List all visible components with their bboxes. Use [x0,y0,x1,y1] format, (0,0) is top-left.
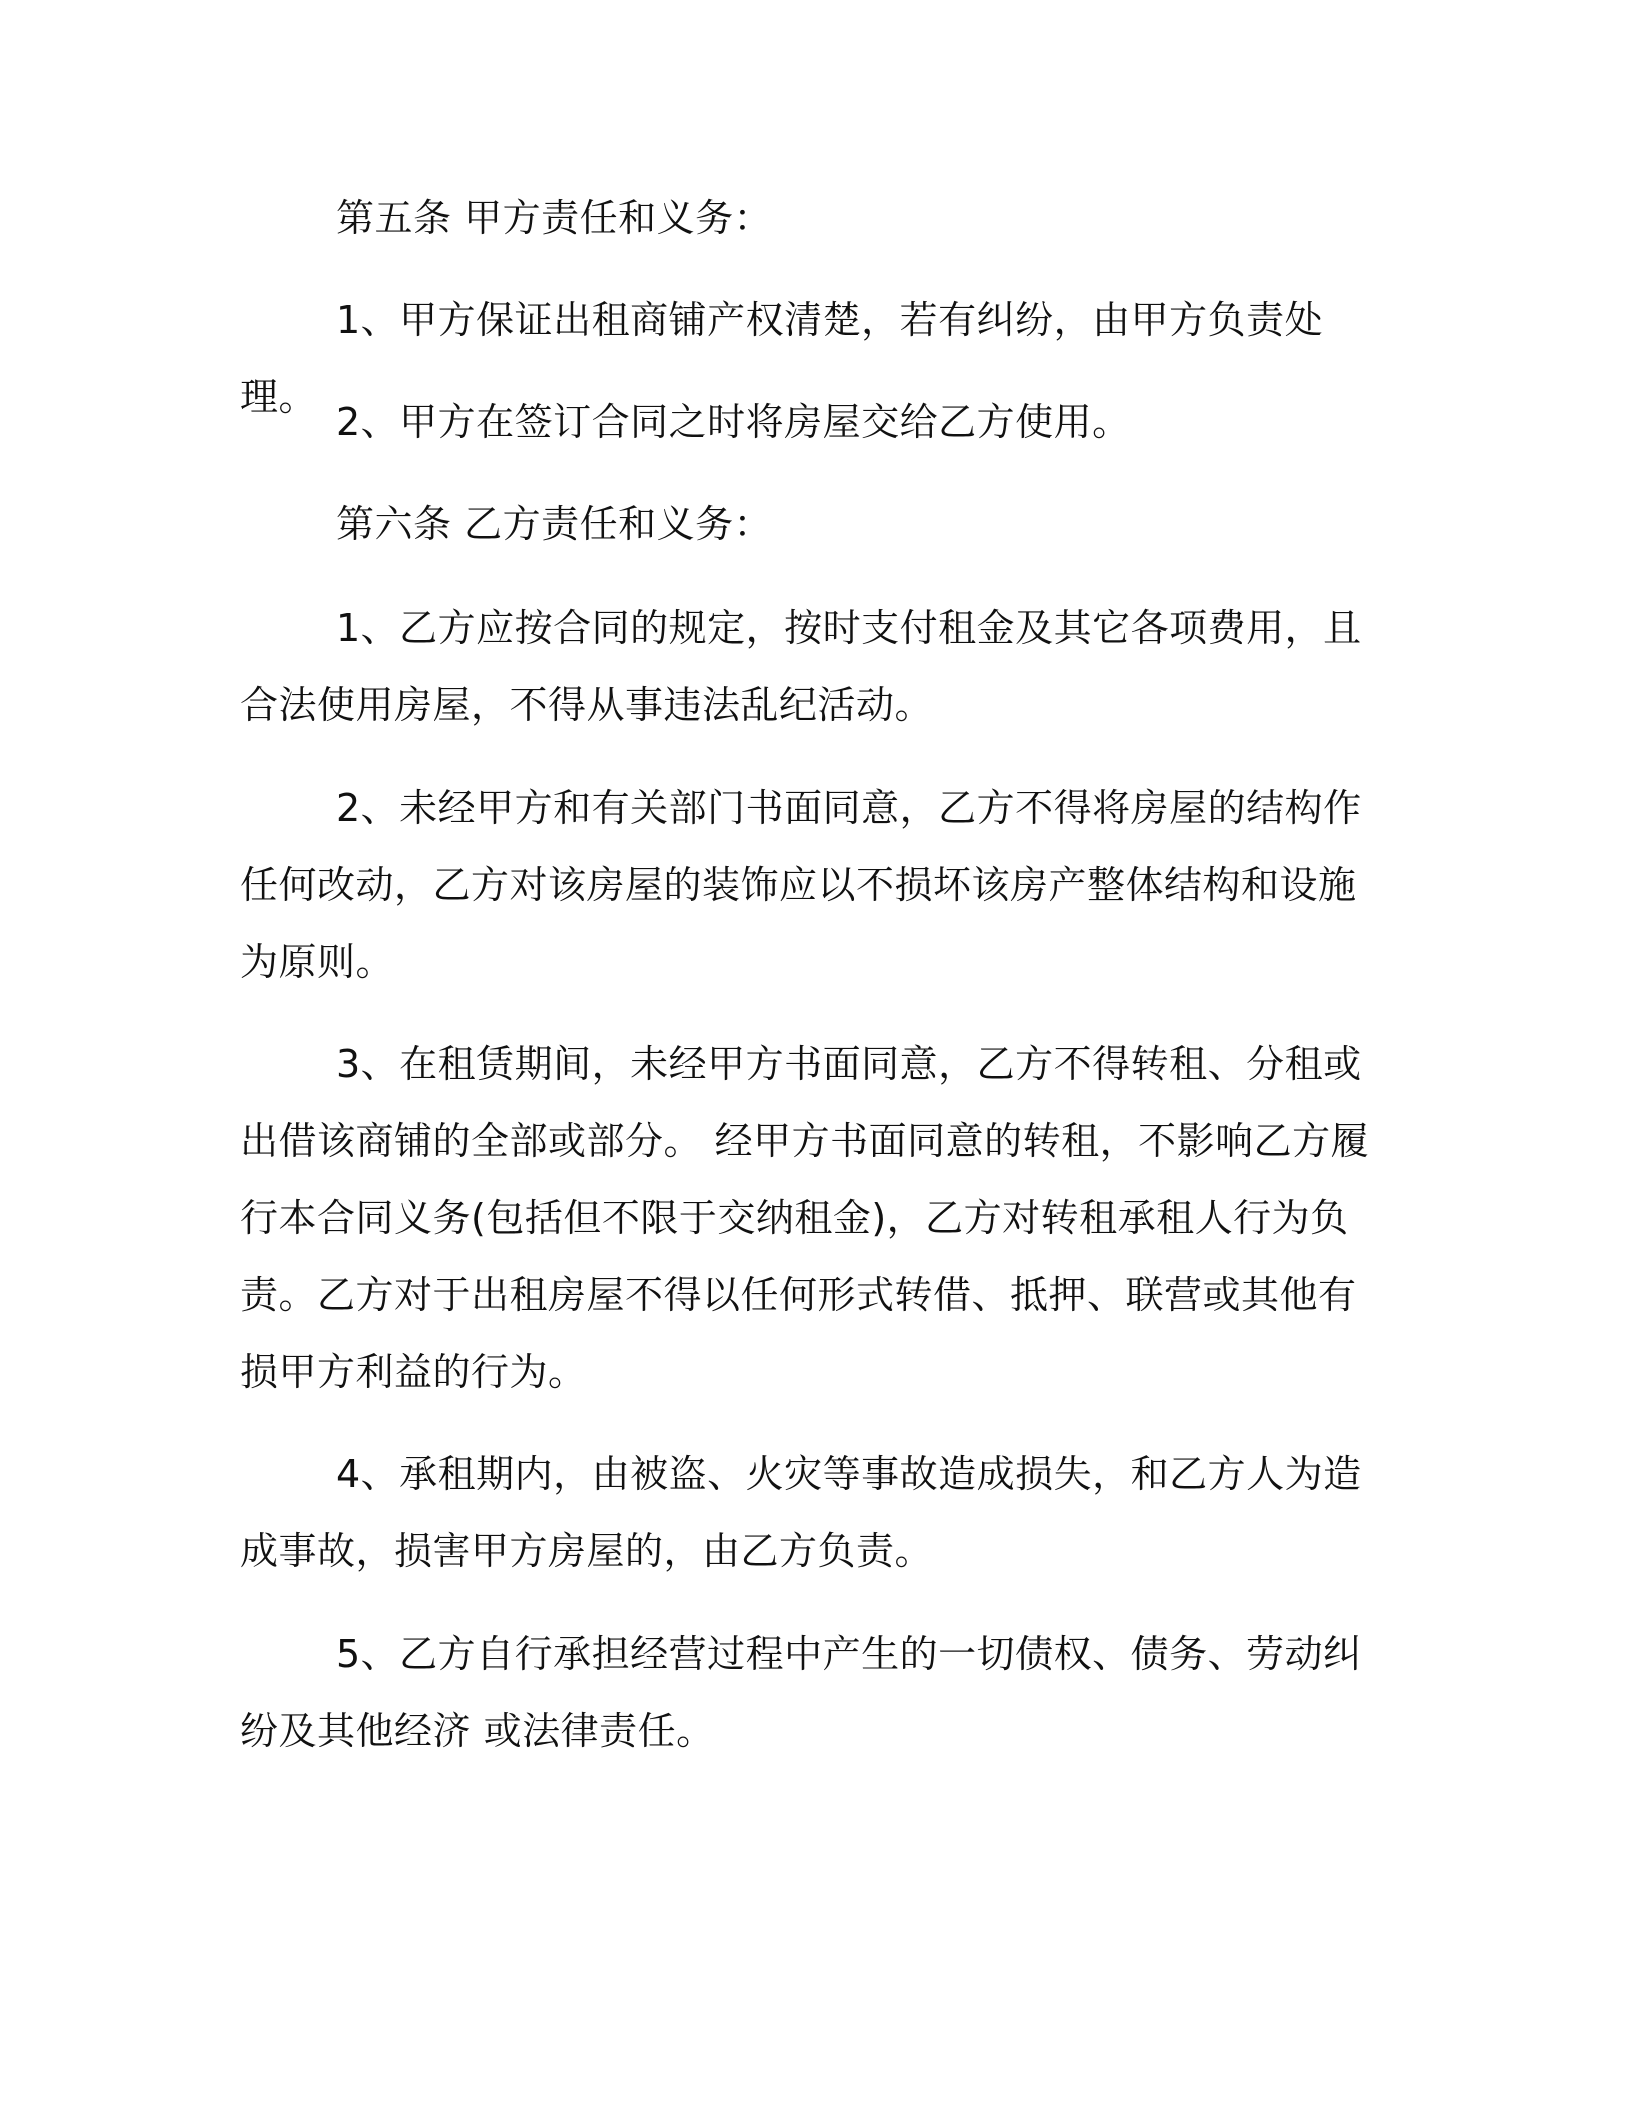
article-6-clause-2: 2、未经甲方和有关部门书面同意，乙方不得将房屋的结构作任何改动，乙方对该房屋的装饰应以不损坏该房产整体结构和设施为原则。 [240,786,1362,984]
article-5-heading: 第五条 甲方责任和义务： [336,196,773,240]
article-5-clause-2: 2、甲方在签订合同之时将房屋交给乙方使用。 [336,400,1131,444]
article-6-heading: 第六条 乙方责任和义务： [336,502,773,546]
article-6-clause-4: 4、承租期内，由被盗、火灾等事故造成损失，和乙方人为造成事故，损害甲方房屋的，由乙方负责。 [240,1452,1362,1573]
article-6-clause-1: 1、乙方应按合同的规定，按时支付租金及其它各项费用，且合法使用房屋，不得从事违法乱纪活动。 [240,606,1362,727]
article-6-clause-3: 3、在租赁期间，未经甲方书面同意，乙方不得转租、分租或出借该商铺的全部或部分。 经甲方书面同意的转租，不影响乙方履行本合同义务(包括但不限于交纳租金)，乙方对转租承租人行为负责。乙方对于出租房屋不得以任何形式转借、抵押、联营或其他有损甲方利益的行为。 [240,1042,1370,1394]
article-6-clause-5: 5、乙方自行承担经营过程中产生的一切债权、债务、劳动纠纷及其他经济 或法律责任。 [240,1632,1362,1753]
article-5-clause-1: 1、甲方保证出租商铺产权清楚，若有纠纷，由甲方负责处理。 [240,298,1324,419]
